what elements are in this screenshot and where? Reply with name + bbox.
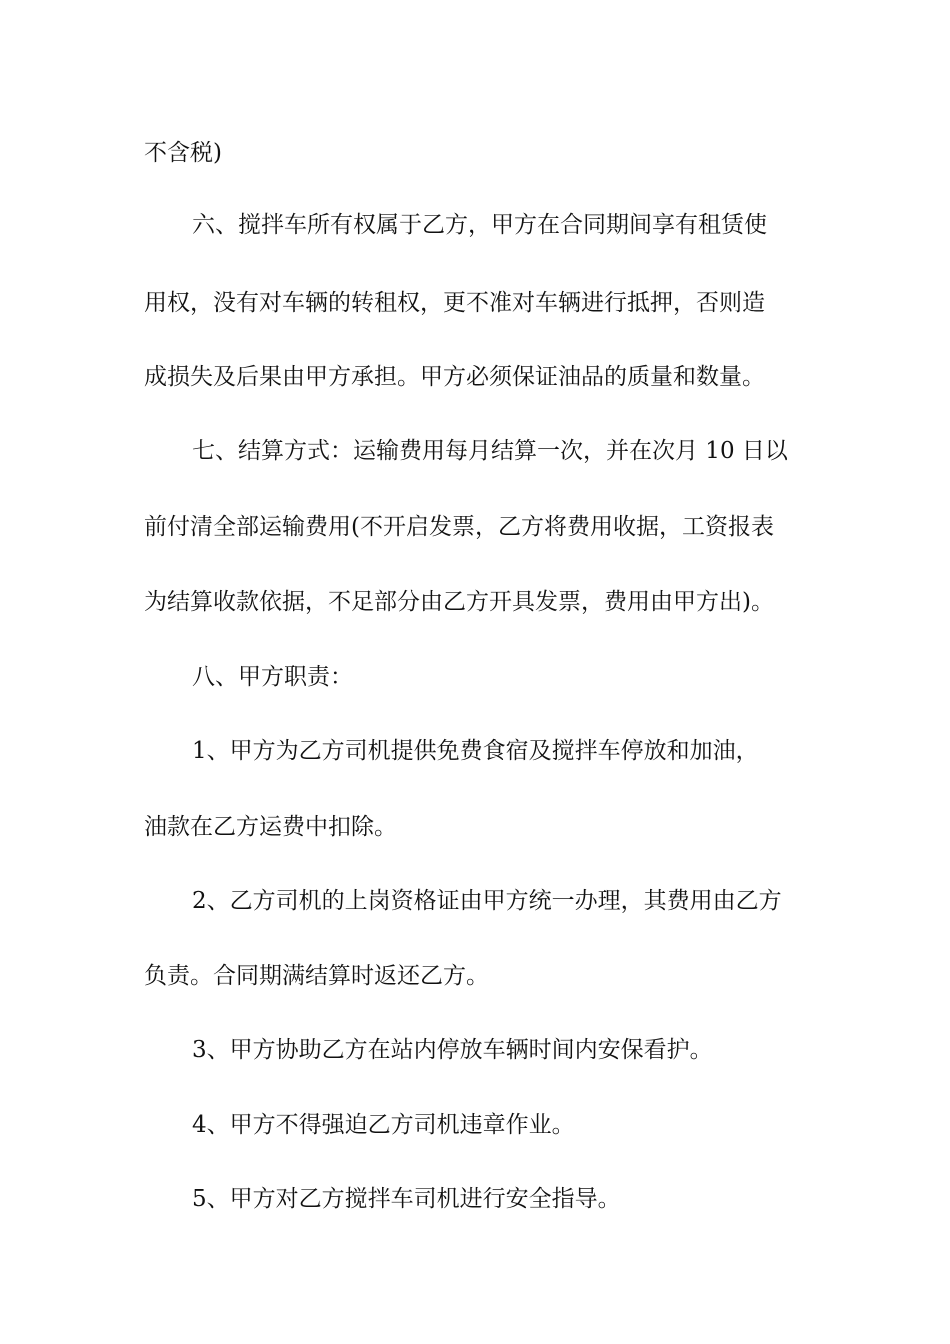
item-2-line: 2、乙方司机的上岗资格证由甲方统一办理，其费用由乙方 — [192, 888, 782, 914]
item-1-line: 1、甲方为乙方司机提供免费食宿及搅拌车停放和加油， — [192, 738, 759, 764]
item-3-line: 3、甲方协助乙方在站内停放车辆时间内安保看护。 — [192, 1037, 713, 1063]
text-line: 为结算收款依据，不足部分由乙方开具发票，费用由甲方出)。 — [144, 589, 774, 615]
text-line: 不含税) — [144, 140, 222, 166]
item-4-line: 4、甲方不得强迫乙方司机违章作业。 — [192, 1112, 575, 1138]
section-seven-line: 七、结算方式：运输费用每月结算一次，并在次月 10 日以 — [192, 438, 788, 464]
text-line: 前付清全部运输费用(不开启发票，乙方将费用收据，工资报表 — [144, 514, 774, 540]
text-line: 用权，没有对车辆的转租权，更不准对车辆进行抵押，否则造 — [144, 290, 765, 316]
text-line: 负责。合同期满结算时返还乙方。 — [144, 963, 489, 989]
section-six-line: 六、搅拌车所有权属于乙方，甲方在合同期间享有租赁使 — [192, 212, 767, 238]
item-5-line: 5、甲方对乙方搅拌车司机进行安全指导。 — [192, 1186, 621, 1212]
text-line: 成损失及后果由甲方承担。甲方必须保证油品的质量和数量。 — [144, 364, 765, 390]
section-eight-heading: 八、甲方职责： — [192, 664, 353, 690]
text-line: 油款在乙方运费中扣除。 — [144, 814, 397, 840]
